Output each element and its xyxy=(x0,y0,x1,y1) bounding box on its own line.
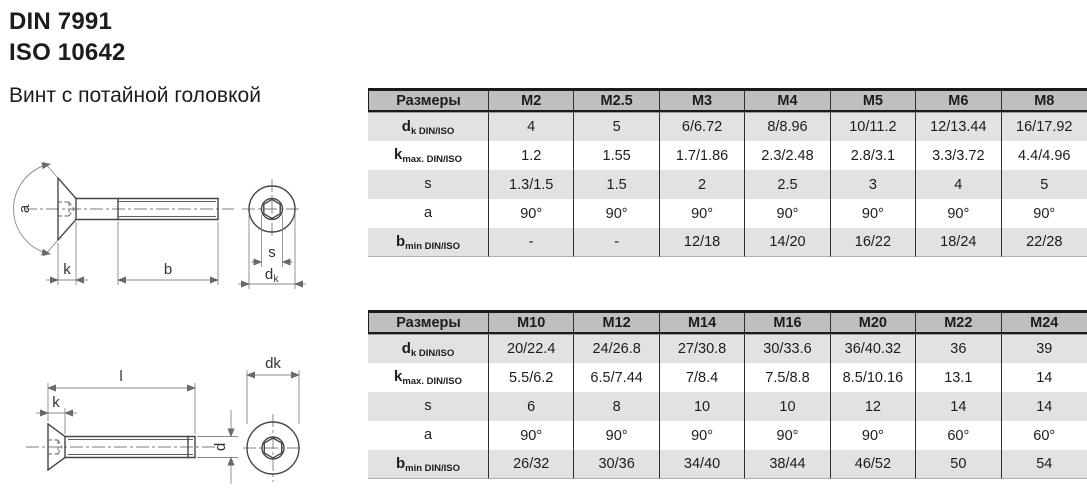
screw-side-view xyxy=(26,368,238,484)
value-cell: 14 xyxy=(916,392,1001,421)
param-label: $d_{k DIN/ISO}$ xyxy=(368,112,489,141)
dim-label-b: b xyxy=(163,261,173,278)
product-name: Винт с потайной головкой xyxy=(9,84,261,107)
value-cell: 24/26.8 xyxy=(574,334,659,363)
column-header: M3 xyxy=(660,88,745,112)
value-cell: 6 xyxy=(489,392,574,421)
value-cell: - xyxy=(574,228,659,257)
value-cell: 2.3/2.48 xyxy=(745,141,830,170)
value-cell: 1.3/1.5 xyxy=(489,170,574,199)
iso-standard-title: ISO 10642 xyxy=(9,39,126,66)
value-cell: 90° xyxy=(489,421,574,450)
value-cell: 38/44 xyxy=(745,450,830,479)
value-cell: 5 xyxy=(574,112,659,141)
value-cell: 18/24 xyxy=(916,228,1001,257)
value-cell: 5 xyxy=(1040,176,1049,193)
column-header: M8 xyxy=(1002,88,1087,112)
value-cell: 27/30.8 xyxy=(660,334,745,363)
value-cell: 2.8/3.1 xyxy=(831,141,916,170)
k-dimension xyxy=(36,394,77,434)
value-cell: 90° xyxy=(831,421,916,450)
value-cell: 90° xyxy=(745,421,830,450)
dim-label-dk-sub: k xyxy=(273,274,279,285)
value-cell: 1.2 xyxy=(489,141,574,170)
value-cell: 8/8.96 xyxy=(745,112,830,141)
value-cell: 1.5 xyxy=(574,170,659,199)
value-cell: 3.3/3.72 xyxy=(916,141,1001,170)
param-label: $d_{k DIN/ISO}$ xyxy=(368,334,489,363)
dim-label-a: a xyxy=(16,204,33,214)
table-row xyxy=(368,421,1087,450)
value-cell: 14 xyxy=(1036,369,1053,386)
value-cell: 30/33.6 xyxy=(745,334,830,363)
table-row xyxy=(368,141,1087,170)
param-label: a xyxy=(368,421,489,450)
table-row xyxy=(368,170,1087,199)
column-header: M12 xyxy=(574,310,659,334)
value-cell: 90° xyxy=(745,199,830,228)
table-row xyxy=(368,199,1087,228)
column-header: M22 xyxy=(916,310,1001,334)
param-label: $b_{min DIN/ISO}$ xyxy=(368,450,489,479)
value-cell: 90° xyxy=(916,199,1001,228)
value-cell: 26/32 xyxy=(489,450,574,479)
column-header: M20 xyxy=(831,310,916,334)
value-cell: 16/22 xyxy=(831,228,916,257)
table-row xyxy=(368,363,1087,392)
k-dimension xyxy=(46,222,88,285)
value-cell: 54 xyxy=(1002,450,1087,479)
value-cell: 90° xyxy=(489,199,574,228)
value-cell: 1.7/1.86 xyxy=(660,141,745,170)
value-cell: 34/40 xyxy=(660,450,745,479)
screw-drawing-1 xyxy=(10,155,355,297)
value-cell: 14/20 xyxy=(745,228,830,257)
screw-side-view xyxy=(14,162,234,285)
column-header: M16 xyxy=(745,310,830,334)
dim-label-l: l xyxy=(119,368,123,385)
dim-label-k: k xyxy=(52,394,60,411)
value-cell: 30/36 xyxy=(574,450,659,479)
l-dimension xyxy=(48,368,195,434)
value-cell: 60° xyxy=(1033,427,1056,444)
table-row xyxy=(368,392,1087,421)
value-cell: 60° xyxy=(916,421,1001,450)
column-header: M14 xyxy=(660,310,745,334)
value-cell: 13.1 xyxy=(916,363,1001,392)
value-cell: 6.5/7.44 xyxy=(574,363,659,392)
s-dimension xyxy=(251,215,293,267)
dim-label-dk-main: d xyxy=(264,266,274,283)
value-cell: 7/8.4 xyxy=(660,363,745,392)
column-header: M2 xyxy=(489,88,574,112)
column-header: M24 xyxy=(1002,310,1087,334)
value-cell: 12/18 xyxy=(660,228,745,257)
screw-drawing-2 xyxy=(10,350,340,500)
column-header: M2.5 xyxy=(574,88,659,112)
column-header: Размеры xyxy=(368,88,489,112)
value-cell: 4.4/4.96 xyxy=(1018,147,1071,164)
value-cell: 3 xyxy=(831,170,916,199)
header-row xyxy=(368,310,1087,334)
column-header: M4 xyxy=(745,88,830,112)
spec-table-m10-m24 xyxy=(368,310,1087,479)
value-cell: 7.5/8.8 xyxy=(745,363,830,392)
value-cell: 36 xyxy=(916,334,1001,363)
value-cell: 2 xyxy=(660,170,745,199)
value-cell: 90° xyxy=(660,199,745,228)
param-label: s xyxy=(368,170,489,199)
din-standard-title: DIN 7991 xyxy=(9,8,112,35)
value-cell: 14 xyxy=(1036,398,1053,415)
dim-label-d: d xyxy=(212,442,229,452)
value-cell: 90° xyxy=(574,199,659,228)
value-cell: 90° xyxy=(574,421,659,450)
value-cell: 39 xyxy=(1002,334,1087,363)
param-label: $k_{max. DIN/ISO}$ xyxy=(368,363,489,392)
param-label: s xyxy=(368,392,489,421)
value-cell: 6/6.72 xyxy=(660,112,745,141)
table-row xyxy=(368,228,1087,257)
b-dimension xyxy=(118,222,218,285)
column-header: M5 xyxy=(831,88,916,112)
column-header: M10 xyxy=(489,310,574,334)
value-cell: 10 xyxy=(745,392,830,421)
value-cell: 12 xyxy=(831,392,916,421)
value-cell: 12/13.44 xyxy=(916,112,1001,141)
value-cell: 90° xyxy=(660,421,745,450)
value-cell: 8 xyxy=(574,392,659,421)
table-row xyxy=(368,112,1087,141)
value-cell: 8.5/10.16 xyxy=(831,363,916,392)
param-label: $b_{min DIN/ISO}$ xyxy=(368,228,489,257)
dim-label-k: k xyxy=(63,261,71,278)
value-cell: 10 xyxy=(660,392,745,421)
value-cell: 50 xyxy=(916,450,1001,479)
value-cell: 22/28 xyxy=(1002,228,1087,257)
value-cell: 90° xyxy=(831,199,916,228)
value-cell: - xyxy=(489,228,574,257)
value-cell: 16/17.92 xyxy=(1002,112,1087,141)
table-row xyxy=(368,334,1087,363)
value-cell: 90° xyxy=(1033,205,1056,222)
column-header: M6 xyxy=(916,88,1001,112)
value-cell: 36/40.32 xyxy=(831,334,916,363)
dim-label-dk: dk xyxy=(265,355,281,372)
value-cell: 10/11.2 xyxy=(831,112,916,141)
value-cell: 4 xyxy=(489,112,574,141)
value-cell: 20/22.4 xyxy=(489,334,574,363)
dk-dimension xyxy=(247,355,299,424)
table-row xyxy=(368,450,1087,479)
value-cell: 5.5/6.2 xyxy=(489,363,574,392)
value-cell: 1.55 xyxy=(574,141,659,170)
screw-end-view xyxy=(243,355,303,482)
spec-table-m2-m8 xyxy=(368,88,1087,257)
param-label: $k_{max. DIN/ISO}$ xyxy=(368,141,489,170)
param-label: a xyxy=(368,199,489,228)
value-cell: 46/52 xyxy=(831,450,916,479)
value-cell: 2.5 xyxy=(745,170,830,199)
column-header: Размеры xyxy=(368,310,489,334)
dim-label-s: s xyxy=(268,244,276,261)
screw-end-view xyxy=(238,179,306,289)
standards-title-block xyxy=(9,6,126,68)
header-row xyxy=(368,88,1087,112)
value-cell: 4 xyxy=(916,170,1001,199)
